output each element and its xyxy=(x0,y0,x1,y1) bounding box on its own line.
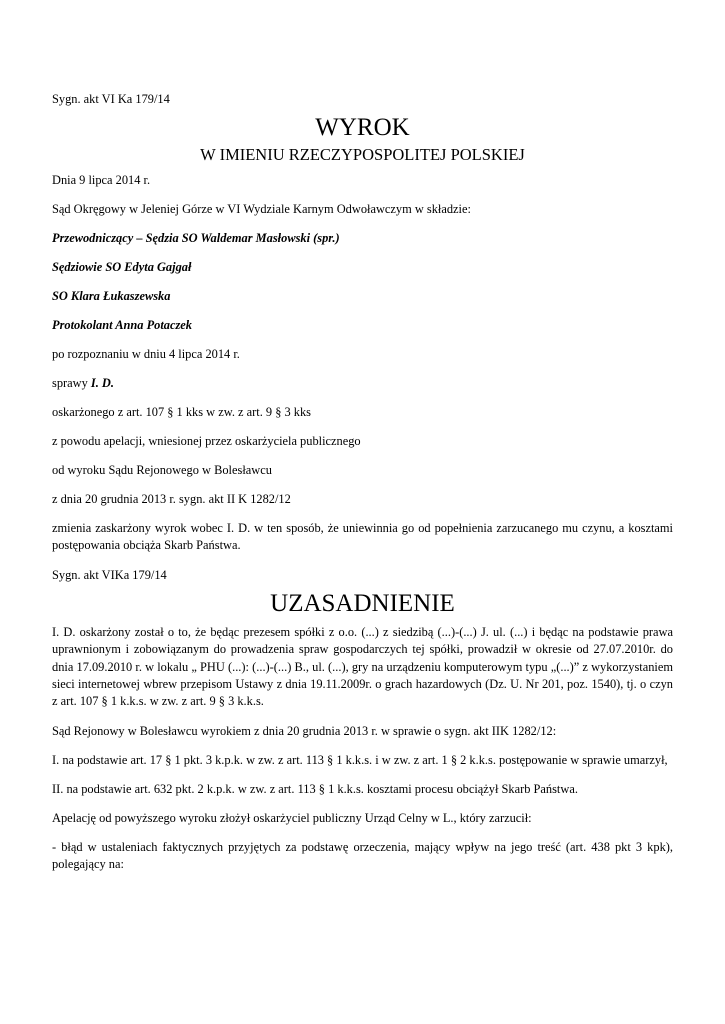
judge-second: SO Klara Łukaszewska xyxy=(52,289,171,303)
case-number-top: Sygn. akt VI Ka 179/14 xyxy=(52,92,170,106)
justification-title: UZASADNIENIE xyxy=(270,590,455,617)
defendant-name: I. D. xyxy=(90,376,114,390)
decision-paragraph: zmienia zaskarżony wyrok wobec I. D. w ten sposób, że uniewinnia go od popełnienia zarzucanego mu czynu, a kosztami postępowania obciąża Skarb Państwa. xyxy=(52,521,673,553)
verdict-date: Dnia 9 lipca 2014 r. xyxy=(52,173,151,187)
hearing-date: po rozpoznaniu w dniu 4 lipca 2014 r. xyxy=(52,347,240,361)
appeal-reason: z powodu apelacji, wniesionej przez oskarżyciela publicznego xyxy=(52,434,361,448)
verdict-title: WYROK xyxy=(315,114,410,141)
court-clerk: Protokolant Anna Potaczek xyxy=(52,318,192,332)
case-number-justification: Sygn. akt VIKa 179/14 xyxy=(52,568,167,582)
justification-paragraph-2: Sąd Rejonowy w Bolesławcu wyrokiem z dnia 20 grudnia 2013 r. w sprawie o sygn. akt IIK 1282/12: xyxy=(52,724,557,738)
lower-court-judgment: od wyroku Sądu Rejonowego w Bolesławcu xyxy=(52,463,272,477)
justification-point-2: II. na podstawie art. 632 pkt. 2 k.p.k. w zw. z art. 113 § 1 k.k.s. kosztami procesu obciążył Skarb Państwa. xyxy=(52,782,578,796)
verdict-subtitle: W IMIENIU RZECZYPOSPOLITEJ POLSKIEJ xyxy=(200,145,525,164)
lower-court-judgment-date: z dnia 20 grudnia 2013 r. sygn. akt II K 1282/12 xyxy=(52,492,291,506)
case-party xyxy=(52,375,114,392)
charge: oskarżonego z art. 107 § 1 kks w zw. z art. 9 § 3 kks xyxy=(52,405,311,419)
justification-paragraph-6: - błąd w ustaleniach faktycznych przyjętych za podstawę orzeczenia, mający wpływ na jego treść (art. 438 pkt 3 kpk), polegający na: xyxy=(52,840,673,872)
justification-paragraph-1: I. D. oskarżony został o to, że będąc prezesem spółki z o.o. (...) z siedzibą (...)-(...) J. ul. (...) i będąc na podstawie prawa uprawnionym i zobowiązanym do prowadzenia spraw gospodarczych tej spółki, prowadził w okresie od 27.07.2010r. do dnia 17.09.2010 r. w lokalu „ PHU (...): (...)-(...) B., ul. (...), gry na urządzeniu komputerowym typu „(...)” z wykorzystaniem sieci internetowej wbrew przepisom Ustawy z dnia 19.11.2009r. o grach hazardowych (Dz. U. Nr 201, poz. 1540), tj. o czyn z art. 107 § 1 k.k.s. w zw. z art. 9 § 3 k.k.s. xyxy=(52,625,673,709)
case-prefix: sprawy xyxy=(52,376,91,390)
court-composition: Sąd Okręgowy w Jeleniej Górze w VI Wydziale Karnym Odwoławczym w składzie: xyxy=(52,202,471,216)
presiding-judge: Przewodniczący – Sędzia SO Waldemar Masłowski (spr.) xyxy=(52,231,340,245)
judges: Sędziowie SO Edyta Gajgał xyxy=(52,260,192,274)
justification-paragraph-5: Apelację od powyższego wyroku złożył oskarżyciel publiczny Urząd Celny w L., który zarzucił: xyxy=(52,811,532,825)
justification-point-1: I. na podstawie art. 17 § 1 pkt. 3 k.p.k. w zw. z art. 113 § 1 k.k.s. i w zw. z art. 1 § 2 k.k.s. postępowanie w sprawie umarzył, xyxy=(52,753,668,767)
